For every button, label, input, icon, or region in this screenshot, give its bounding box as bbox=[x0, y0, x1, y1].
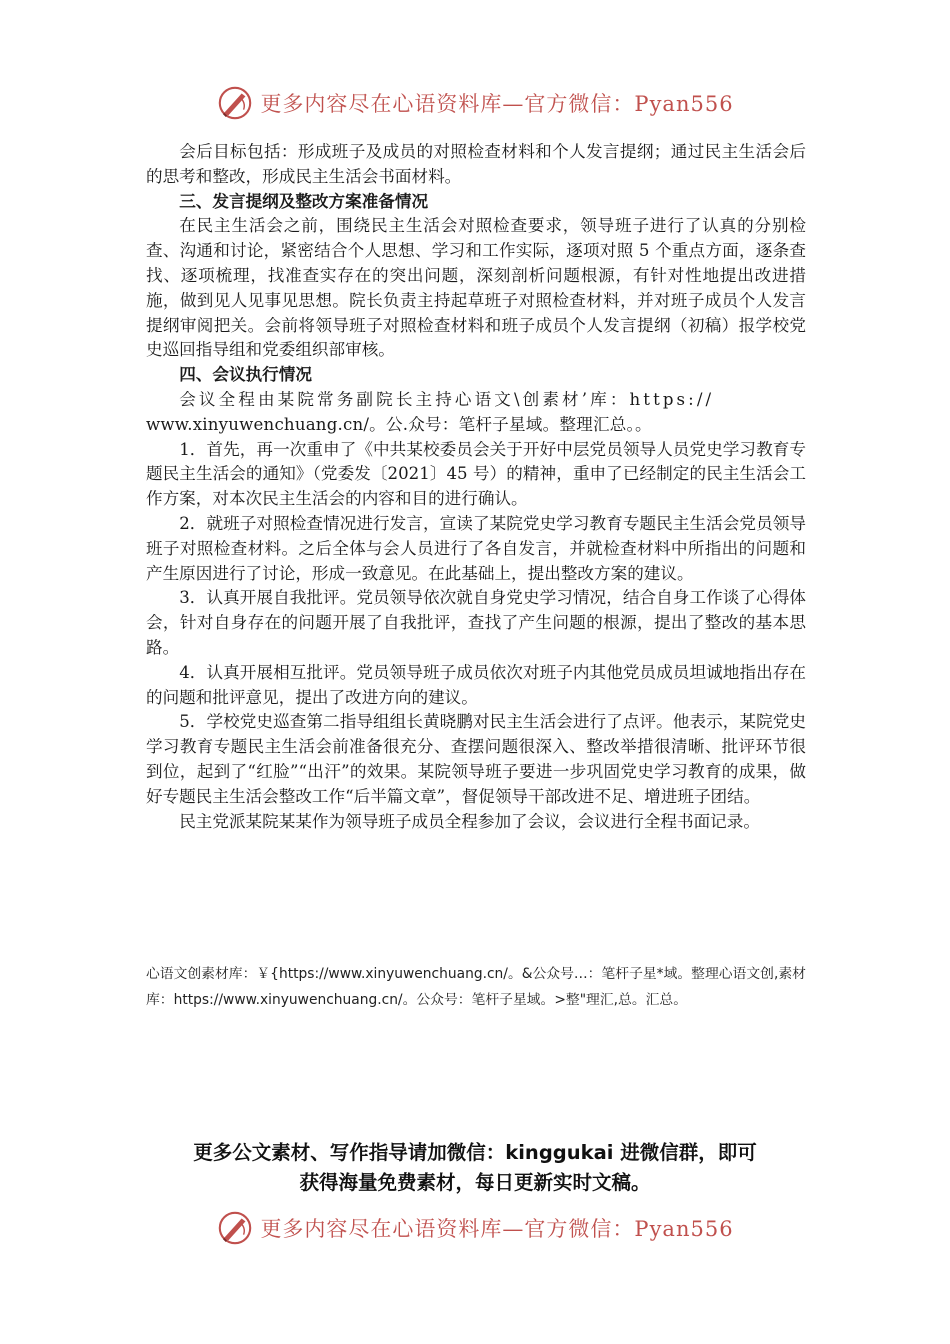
section-heading: 四、会议执行情况 bbox=[179, 365, 312, 385]
pen-logo-icon bbox=[216, 84, 254, 122]
paragraph: 2．就班子对照检查情况进行发言，宣读了某院党史学习教育专题民主生活会党员领导班子对照检查材料。之后全体与会人员进行了各自发言，并就检查材料中所指出的问题和产生原因进行了讨论，形成一致意见。在此基础上，提出整改方案的建议。 bbox=[146, 513, 806, 583]
paragraph: 在民主生活会之前，围绕民主生活会对照检查要求，领导班子进行了认真的分别检查、沟通和讨论，紧密结合个人思想、学习和工作实际，逐项对照 5 个重点方面，逐条查找、逐项梳理，找准查实存在的突出问题，深刻剖析问题根源，有针对性地提出改进措施，做到见人见事见思想。院长负责主持起草班子对照检查材料，并对班子成员个人发言提纲审阅把关。会前将领导班子对照检查材料和班子成员个人发言提纲（初稿）报学校党史巡回指导组和党委组织部审核。 bbox=[146, 216, 806, 360]
source-note bbox=[146, 962, 812, 1013]
source-note-text: 心语文创素材库：￥{https://www.xinyuwenchuang.cn/。&公众号…：笔杆子星*域。整理心语文创,素材库：https://www.xinyuwenchuang.cn/。公众号：笔杆子星域。>整"理汇,总。汇总。 bbox=[146, 966, 806, 1008]
paragraph: 5．学校党史巡查第二指导组组长黄晓鹏对民主生活会进行了点评。他表示，某院党史学习教育专题民主生活会前准备很充分、查摆问题很深入、整改举措很清晰、批评环节很到位，起到了“红脸”“出汗”的效果。某院领导班子要进一步巩固党史学习教育的成果，做好专题民主生活会整改工作“后半篇文章”，督促领导干部改进不足、增进班子团结。 bbox=[146, 712, 806, 806]
body-text bbox=[146, 140, 806, 834]
footer-banner bbox=[0, 1206, 950, 1250]
paragraph: 1．首先，再一次重申了《中共某校委员会关于开好中层党员领导人员党史学习教育专题民主生活会的通知》（党委发〔2021〕45 号）的精神，重申了已经制定的民主生活会工作方案，对本次民主生活会的内容和目的进行确认。 bbox=[146, 439, 806, 509]
paragraph: 4．认真开展相互批评。党员领导班子成员依次对班子内其他党员成员坦诚地指出存在的问题和批评意见，提出了改进方向的建议。 bbox=[146, 662, 806, 707]
paragraph: 会后目标包括：形成班子及成员的对照检查材料和个人发言提纲；通过民主生活会后的思考和整改，形成民主生活会书面材料。 bbox=[146, 142, 806, 186]
pen-logo-icon bbox=[216, 1209, 254, 1247]
paragraph-url-line: www.xinyuwenchuang.cn/。公.众号：笔杆子星域。整理汇总。。 bbox=[146, 414, 652, 434]
paragraph: 3．认真开展自我批评。党员领导依次就自身党史学习情况，结合自身工作谈了心得体会，针对自身存在的问题开展了自我批评，查找了产生问题的根源，提出了整改的基本思路。 bbox=[146, 588, 806, 657]
footer-banner-text: 更多内容尽在心语资料库—官方微信：Pyan556 bbox=[260, 1217, 734, 1241]
paragraph: 会议全程由某院常务副院长主持心语文\创素材’库：https:// bbox=[179, 389, 715, 409]
section-heading: 三、发言提纲及整改方案准备情况 bbox=[179, 191, 429, 211]
promo-line: 获得海量免费素材，每日更新实时文稿。 bbox=[299, 1171, 651, 1194]
promo-block bbox=[0, 1138, 950, 1198]
header-banner bbox=[0, 81, 950, 125]
promo-line: 更多公文素材、写作指导请加微信：kinggukai 进微信群，即可 bbox=[193, 1141, 757, 1164]
paragraph: 民主党派某院某某作为领导班子成员全程参加了会议，会议进行全程书面记录。 bbox=[179, 811, 760, 831]
header-banner-text: 更多内容尽在心语资料库—官方微信：Pyan556 bbox=[260, 92, 734, 116]
